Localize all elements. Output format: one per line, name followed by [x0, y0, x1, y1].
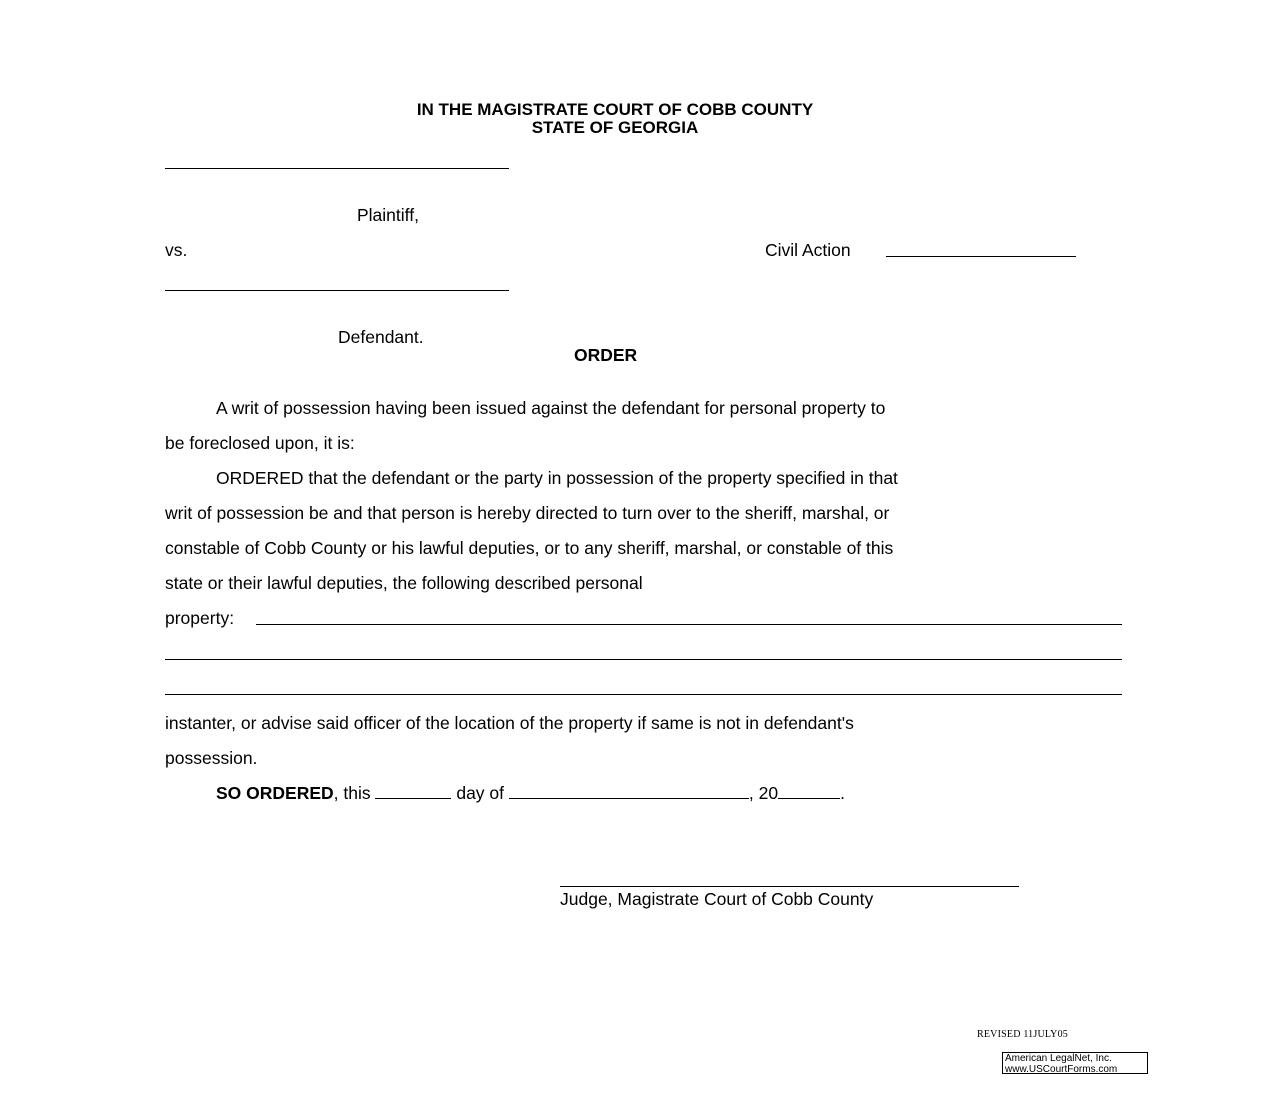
- stamp-website: www.USCourtForms.com: [1005, 1064, 1118, 1075]
- judge-signature-label: Judge, Magistrate Court of Cobb County: [560, 889, 874, 909]
- so-ordered-period: .: [840, 783, 845, 803]
- day-blank[interactable]: [375, 784, 451, 799]
- civil-action-number-line[interactable]: [886, 256, 1076, 257]
- so-ordered-year-prefix: , 20: [748, 783, 779, 803]
- court-heading: IN THE MAGISTRATE COURT OF COBB COUNTY: [416, 100, 814, 119]
- property-label: property:: [165, 608, 235, 628]
- para2-line1: ORDERED that the defendant or the party in possession of the property specified in that: [216, 468, 898, 488]
- para2-line3: constable of Cobb County or his lawful deputies, or to any sheriff, marshal, or constable of this: [165, 538, 894, 558]
- so-ordered-bold: SO ORDERED: [216, 783, 334, 803]
- para3-line2: possession.: [165, 748, 258, 768]
- civil-action-label: Civil Action: [765, 240, 851, 260]
- vs-label: vs.: [165, 240, 188, 260]
- revised-note: REVISED 11JULY05: [977, 1029, 1068, 1040]
- order-title: ORDER: [574, 345, 638, 365]
- so-ordered-day-of: day of: [451, 783, 509, 803]
- plaintiff-label: Plaintiff,: [357, 205, 419, 225]
- judge-signature-line[interactable]: [560, 886, 1019, 887]
- so-ordered-this: , this: [333, 783, 376, 803]
- para1-line1: A writ of possession having been issued against the defendant for personal property to: [216, 398, 886, 418]
- month-blank[interactable]: [509, 784, 749, 799]
- stamp-company: American LegalNet, Inc.: [1005, 1053, 1112, 1064]
- plaintiff-name-line[interactable]: [165, 168, 509, 169]
- property-description-line-1[interactable]: [256, 624, 1122, 625]
- property-description-line-2[interactable]: [165, 659, 1122, 660]
- publisher-stamp: [1002, 1052, 1148, 1074]
- defendant-name-line[interactable]: [165, 290, 509, 291]
- para1-line2: be foreclosed upon, it is:: [165, 433, 355, 453]
- property-description-line-3[interactable]: [165, 694, 1122, 695]
- state-heading: STATE OF GEORGIA: [531, 118, 699, 137]
- para3-line1: instanter, or advise said officer of the location of the property if same is not in defendant's: [165, 713, 854, 733]
- so-ordered-line: [216, 783, 845, 803]
- para2-line4: state or their lawful deputies, the following described personal: [165, 573, 643, 593]
- year-blank[interactable]: [778, 784, 840, 799]
- para2-line2: writ of possession be and that person is hereby directed to turn over to the sheriff, marshal, or: [165, 503, 890, 523]
- defendant-label: Defendant.: [338, 327, 424, 347]
